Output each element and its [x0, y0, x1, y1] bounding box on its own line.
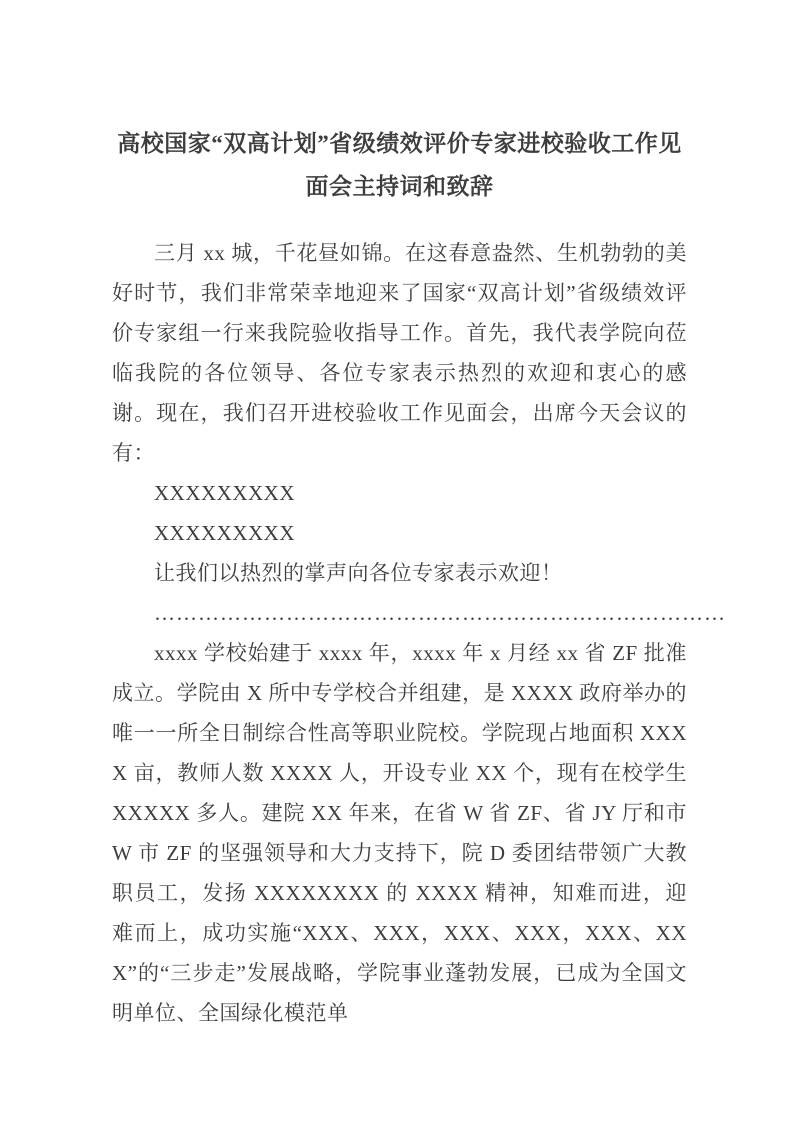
- paragraph: 三月 xx 城，千花昼如锦。在这春意盎然、生机勃勃的美好时节，我们非常荣幸地迎来了国家“双高计划”省级绩效评价专家组一行来我院验收指导工作。首先，我代表学院向莅临我院的各位领导、各位专家表示热烈的欢迎和衷心的感谢。现在，我们召开进校验收工作见面会，出席今天会议的有：: [112, 241, 687, 465]
- paragraph: XXXXXXXXX: [154, 521, 295, 545]
- document-body: [112, 233, 726, 1033]
- paragraph: 让我们以热烈的掌声向各位专家表示欢迎！: [154, 561, 563, 585]
- paragraph: XXXXXXXXX: [154, 481, 295, 505]
- paragraph: xxxx 学校始建于 xxxx 年，xxxx 年 x 月经 xx 省 ZF 批准成立。学院由 X 所中专学校合并组建，是 XXXX 政府举办的唯一一所全日制综合性高等职业院校。学院现占地面积 XXXX 亩，教师人数 XXXX 人，开设专业 XX 个，现有在校学生 XXXXX 多人。建院 XX 年来，在省 W 省 ZF、省 JY 厅和市 W 市 ZF 的坚强领导和大力支持下，院 D 委团结带领广大教职员工，发扬 XXXXXXXX 的 XXXX 精神，知难而进，迎难而上，成功实施“XXX、XXX，XXX、XXX，XXX、XXX”的“三步走”发展战略，学院事业蓬勃发展，已成为全国文明单位、全国绿化模范单: [112, 641, 687, 1025]
- page-title: 高校国家“双高计划”省级绩效评价专家进校验收工作见面会主持词和致辞: [117, 131, 682, 199]
- paragraph: ……………………………………………………………………: [154, 601, 726, 625]
